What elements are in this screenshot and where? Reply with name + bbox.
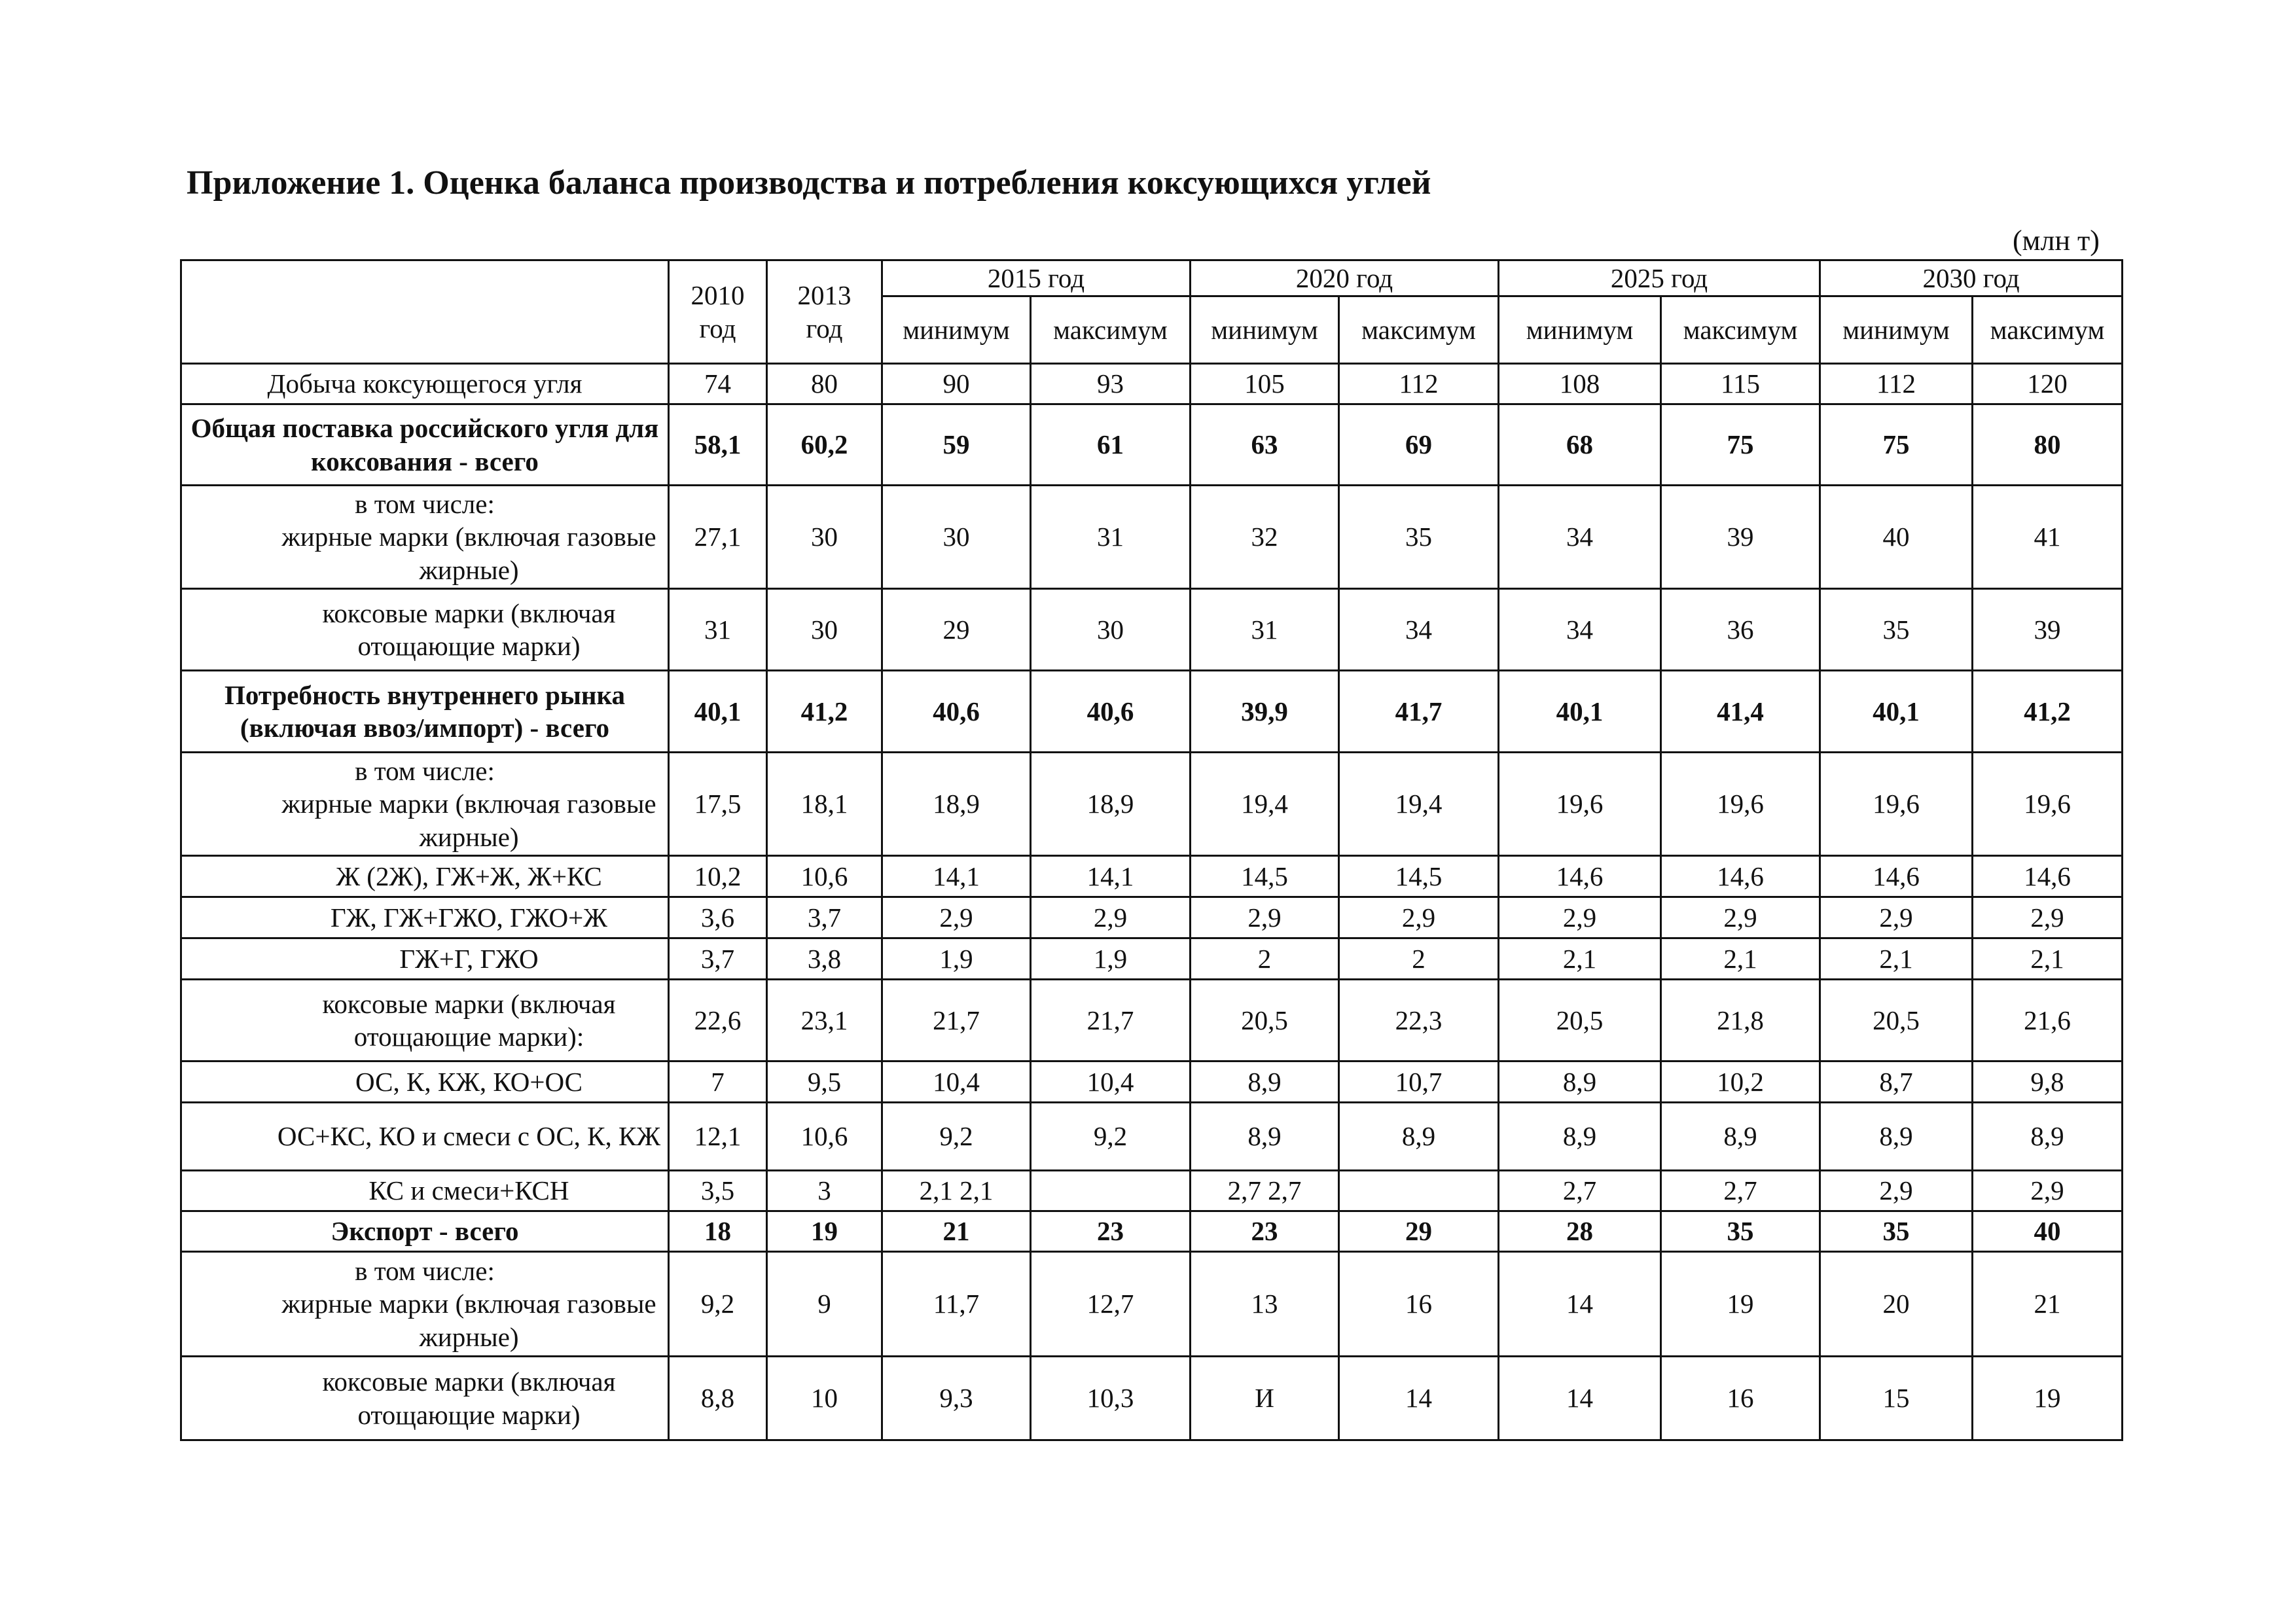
row-label: [181, 671, 669, 753]
row-label: [181, 589, 669, 671]
table-cell: 115: [1661, 364, 1820, 404]
table-cell: 10,6: [767, 856, 882, 897]
table-cell: 19: [1661, 1252, 1820, 1357]
table-cell: 80: [1973, 404, 2123, 486]
table-cell: 34: [1339, 589, 1499, 671]
table-cell: 75: [1661, 404, 1820, 486]
table-cell: 9,5: [767, 1061, 882, 1103]
table-row: [181, 671, 2123, 753]
table-cell: 21,8: [1661, 980, 1820, 1061]
table-cell: 19,6: [1499, 753, 1661, 856]
table-cell: 19,6: [1661, 753, 1820, 856]
table-cell: 35: [1820, 589, 1973, 671]
table-cell: 16: [1661, 1357, 1820, 1440]
table-cell: 35: [1339, 486, 1499, 589]
table-cell: 14,6: [1661, 856, 1820, 897]
table-cell: 2,9: [1973, 897, 2123, 938]
table-cell: 2,1: [1661, 938, 1820, 980]
header-2015: 2015 год: [882, 260, 1191, 296]
table-cell: 10,2: [1661, 1061, 1820, 1103]
table-cell: 2: [1191, 938, 1339, 980]
table-cell: 10: [767, 1357, 882, 1440]
table-cell: 112: [1339, 364, 1499, 404]
row-label-text: Экспорт - всего: [331, 1216, 519, 1247]
table-cell: 120: [1973, 364, 2123, 404]
table-cell: 2,9: [1820, 897, 1973, 938]
table-cell: 39: [1661, 486, 1820, 589]
table-cell: 93: [1031, 364, 1191, 404]
table-cell: 11,7: [882, 1252, 1031, 1357]
table-cell: 9,2: [669, 1252, 767, 1357]
table-row: [181, 1252, 2123, 1357]
table-cell: 21,7: [882, 980, 1031, 1061]
table-cell: 7: [669, 1061, 767, 1103]
table-row: [181, 897, 2123, 938]
table-cell: 22,6: [669, 980, 767, 1061]
table-cell: 19,4: [1339, 753, 1499, 856]
table-cell: 9,2: [882, 1103, 1031, 1171]
table-cell: 9,3: [882, 1357, 1031, 1440]
table-row: [181, 486, 2123, 589]
table-cell: 28: [1499, 1211, 1661, 1252]
row-label: [181, 364, 669, 404]
table-cell: 17,5: [669, 753, 767, 856]
row-label-text: ГЖ, ГЖ+ГЖО, ГЖО+Ж: [331, 902, 607, 933]
table-cell: 20: [1820, 1252, 1973, 1357]
table-cell: [1031, 1171, 1191, 1211]
table-cell: 8,8: [669, 1357, 767, 1440]
table-row: [181, 980, 2123, 1061]
row-label: [181, 404, 669, 486]
table-cell: 8,7: [1820, 1061, 1973, 1103]
table-cell: 10,4: [882, 1061, 1031, 1103]
header-2010: 2010 год: [669, 260, 767, 364]
table-cell: 13: [1191, 1252, 1339, 1357]
table-cell: 29: [1339, 1211, 1499, 1252]
table-row: [181, 856, 2123, 897]
header-2015-max: максимум: [1031, 296, 1191, 364]
table-cell: 41,7: [1339, 671, 1499, 753]
table-cell: 15: [1820, 1357, 1973, 1440]
table-cell: 3,8: [767, 938, 882, 980]
table-cell: 40,1: [1820, 671, 1973, 753]
table-cell: 68: [1499, 404, 1661, 486]
row-label: [181, 486, 669, 589]
table-cell: 40,1: [669, 671, 767, 753]
table-cell: И: [1191, 1357, 1339, 1440]
table-cell: 30: [882, 486, 1031, 589]
table-cell: 41,2: [1973, 671, 2123, 753]
table-cell: 35: [1661, 1211, 1820, 1252]
table-cell: 41: [1973, 486, 2123, 589]
table-cell: 10,7: [1339, 1061, 1499, 1103]
table-row: [181, 364, 2123, 404]
table-cell: 14,1: [1031, 856, 1191, 897]
table-row: [181, 404, 2123, 486]
table-cell: 14,6: [1820, 856, 1973, 897]
table-cell: 19,4: [1191, 753, 1339, 856]
row-label-text: Добыча коксующегося угля: [267, 368, 583, 399]
table-cell: 2: [1339, 938, 1499, 980]
row-label: [181, 753, 669, 856]
table-cell: 3,6: [669, 897, 767, 938]
table-cell: 2,7 2,7: [1191, 1171, 1339, 1211]
table-cell: 31: [1031, 486, 1191, 589]
header-2030-min: минимум: [1820, 296, 1973, 364]
table-cell: 90: [882, 364, 1031, 404]
table-cell: 80: [767, 364, 882, 404]
row-label-prefix: в том числе:: [355, 489, 495, 520]
table-cell: 14,1: [882, 856, 1031, 897]
table-cell: 2,1: [1499, 938, 1661, 980]
table-cell: 12,1: [669, 1103, 767, 1171]
table-cell: 105: [1191, 364, 1339, 404]
table-cell: 8,9: [1661, 1103, 1820, 1171]
table-cell: 19: [1973, 1357, 2123, 1440]
balance-table: [180, 259, 2123, 1441]
table-cell: 61: [1031, 404, 1191, 486]
table-cell: 19,6: [1973, 753, 2123, 856]
table-cell: 108: [1499, 364, 1661, 404]
table-cell: 23,1: [767, 980, 882, 1061]
table-cell: 74: [669, 364, 767, 404]
row-label: [181, 1061, 669, 1103]
row-label: [181, 1171, 669, 1211]
table-cell: 40,1: [1499, 671, 1661, 753]
table-cell: 112: [1820, 364, 1973, 404]
header-2025: 2025 год: [1499, 260, 1820, 296]
table-cell: 22,3: [1339, 980, 1499, 1061]
table-cell: 10,6: [767, 1103, 882, 1171]
row-label-text: жирные марки (включая газовые жирные): [281, 1289, 656, 1352]
table-row: [181, 753, 2123, 856]
table-cell: 40,6: [882, 671, 1031, 753]
header-2030-max: максимум: [1973, 296, 2123, 364]
table-cell: 2,7: [1499, 1171, 1661, 1211]
row-label-text: Потребность внутреннего рынка (включая ввоз/импорт) - всего: [224, 679, 626, 743]
table-cell: 59: [882, 404, 1031, 486]
row-label: [181, 1103, 669, 1171]
table-cell: 14: [1339, 1357, 1499, 1440]
table-row: [181, 589, 2123, 671]
table-cell: 18,9: [882, 753, 1031, 856]
table-cell: 20,5: [1499, 980, 1661, 1061]
table-cell: 41,4: [1661, 671, 1820, 753]
table-cell: 2,9: [882, 897, 1031, 938]
row-label: [181, 1211, 669, 1252]
table-cell: 41,2: [767, 671, 882, 753]
table-cell: 34: [1499, 486, 1661, 589]
table-cell: 19: [767, 1211, 882, 1252]
table-cell: 1,9: [1031, 938, 1191, 980]
table-cell: 31: [669, 589, 767, 671]
row-label-text: коксовые марки (включая отощающие марки):: [322, 988, 616, 1052]
table-cell: 2,9: [1820, 1171, 1973, 1211]
header-2013: 2013 год: [767, 260, 882, 364]
table-cell: 9: [767, 1252, 882, 1357]
table-cell: 8,9: [1499, 1103, 1661, 1171]
table-cell: 2,9: [1973, 1171, 2123, 1211]
table-cell: 20,5: [1820, 980, 1973, 1061]
table-cell: 8,9: [1499, 1061, 1661, 1103]
table-cell: 2,1 2,1: [882, 1171, 1031, 1211]
header-empty-cell: [181, 260, 669, 364]
row-label: [181, 897, 669, 938]
row-label-text: ОС+КС, КО и смеси с ОС, К, КЖ: [277, 1121, 661, 1152]
table-cell: 3,5: [669, 1171, 767, 1211]
row-label-text: Общая поставка российского угля для коксования - всего: [190, 413, 659, 476]
row-label: [181, 1252, 669, 1357]
table-cell: 20,5: [1191, 980, 1339, 1061]
table-cell: 2,9: [1339, 897, 1499, 938]
table-cell: 2,1: [1973, 938, 2123, 980]
header-2015-min: минимум: [882, 296, 1031, 364]
header-2025-max: максимум: [1661, 296, 1820, 364]
table-row: [181, 1171, 2123, 1211]
table-cell: 18: [669, 1211, 767, 1252]
table-cell: 3,7: [767, 897, 882, 938]
table-cell: 40: [1820, 486, 1973, 589]
header-2030: 2030 год: [1820, 260, 2123, 296]
table-cell: 10,2: [669, 856, 767, 897]
table-cell: 3: [767, 1171, 882, 1211]
row-label: [181, 856, 669, 897]
row-label-text: жирные марки (включая газовые жирные): [281, 789, 656, 852]
row-label: [181, 1357, 669, 1440]
table-row: [181, 1357, 2123, 1440]
table-cell: 60,2: [767, 404, 882, 486]
table-cell: 14,6: [1973, 856, 2123, 897]
table-cell: 2,9: [1191, 897, 1339, 938]
row-label-text: коксовые марки (включая отощающие марки): [322, 597, 616, 661]
table-cell: 30: [767, 589, 882, 671]
table-cell: 14: [1499, 1252, 1661, 1357]
row-label-text: Ж (2Ж), ГЖ+Ж, Ж+КС: [336, 861, 602, 891]
table-cell: 29: [882, 589, 1031, 671]
table-cell: 12,7: [1031, 1252, 1191, 1357]
table-cell: 10,4: [1031, 1061, 1191, 1103]
table-cell: 69: [1339, 404, 1499, 486]
header-2025-min: минимум: [1499, 296, 1661, 364]
table-cell: 75: [1820, 404, 1973, 486]
table-cell: 3,7: [669, 938, 767, 980]
table-cell: 8,9: [1973, 1103, 2123, 1171]
table-cell: 27,1: [669, 486, 767, 589]
table-cell: 40,6: [1031, 671, 1191, 753]
row-label: [181, 980, 669, 1061]
table-cell: 32: [1191, 486, 1339, 589]
row-label: [181, 938, 669, 980]
header-2020-min: минимум: [1191, 296, 1339, 364]
table-cell: 36: [1661, 589, 1820, 671]
table-cell: 8,9: [1339, 1103, 1499, 1171]
table-cell: 34: [1499, 589, 1661, 671]
table-cell: 2,7: [1661, 1171, 1820, 1211]
table-cell: 19,6: [1820, 753, 1973, 856]
row-label-text: жирные марки (включая газовые жирные): [281, 522, 656, 585]
table-cell: 63: [1191, 404, 1339, 486]
row-label-text: КС и смеси+КСН: [368, 1175, 569, 1206]
table-cell: 39,9: [1191, 671, 1339, 753]
table-cell: 2,9: [1661, 897, 1820, 938]
table-cell: 8,9: [1191, 1061, 1339, 1103]
unit-label: (млн т): [2013, 224, 2100, 257]
table-cell: 14: [1499, 1357, 1661, 1440]
table-cell: 8,9: [1191, 1103, 1339, 1171]
row-label-text: ОС, К, КЖ, КО+ОС: [355, 1066, 583, 1097]
page-title: Приложение 1. Оценка баланса производства и потребления коксующихся углей: [187, 164, 1431, 202]
row-label-prefix: в том числе:: [355, 756, 495, 787]
table-cell: 40: [1973, 1211, 2123, 1252]
table-cell: 14,5: [1339, 856, 1499, 897]
table-cell: 2,9: [1031, 897, 1191, 938]
table-cell: 31: [1191, 589, 1339, 671]
table-cell: 9,8: [1973, 1061, 2123, 1103]
table-cell: 1,9: [882, 938, 1031, 980]
table-cell: 23: [1031, 1211, 1191, 1252]
table-cell: 14,6: [1499, 856, 1661, 897]
table-row: [181, 1061, 2123, 1103]
table-cell: 14,5: [1191, 856, 1339, 897]
table-cell: 21: [1973, 1252, 2123, 1357]
row-label-prefix: в том числе:: [355, 1256, 495, 1287]
table-cell: 58,1: [669, 404, 767, 486]
table-cell: 21,7: [1031, 980, 1191, 1061]
table-row: [181, 1211, 2123, 1252]
table-cell: 39: [1973, 589, 2123, 671]
row-label-text: ГЖ+Г, ГЖО: [399, 943, 539, 974]
table-cell: 35: [1820, 1211, 1973, 1252]
table-cell: 10,3: [1031, 1357, 1191, 1440]
table-cell: 21: [882, 1211, 1031, 1252]
table-cell: [1339, 1171, 1499, 1211]
table-cell: 30: [1031, 589, 1191, 671]
header-2020: 2020 год: [1191, 260, 1499, 296]
table-cell: 16: [1339, 1252, 1499, 1357]
table-row: [181, 1103, 2123, 1171]
table-cell: 8,9: [1820, 1103, 1973, 1171]
table-cell: 18,9: [1031, 753, 1191, 856]
table-cell: 2,1: [1820, 938, 1973, 980]
table-cell: 30: [767, 486, 882, 589]
table-cell: 2,9: [1499, 897, 1661, 938]
header-2020-max: максимум: [1339, 296, 1499, 364]
table-row: [181, 938, 2123, 980]
table-cell: 21,6: [1973, 980, 2123, 1061]
table-cell: 23: [1191, 1211, 1339, 1252]
row-label-text: коксовые марки (включая отощающие марки): [322, 1366, 616, 1430]
table-cell: 9,2: [1031, 1103, 1191, 1171]
table-cell: 18,1: [767, 753, 882, 856]
